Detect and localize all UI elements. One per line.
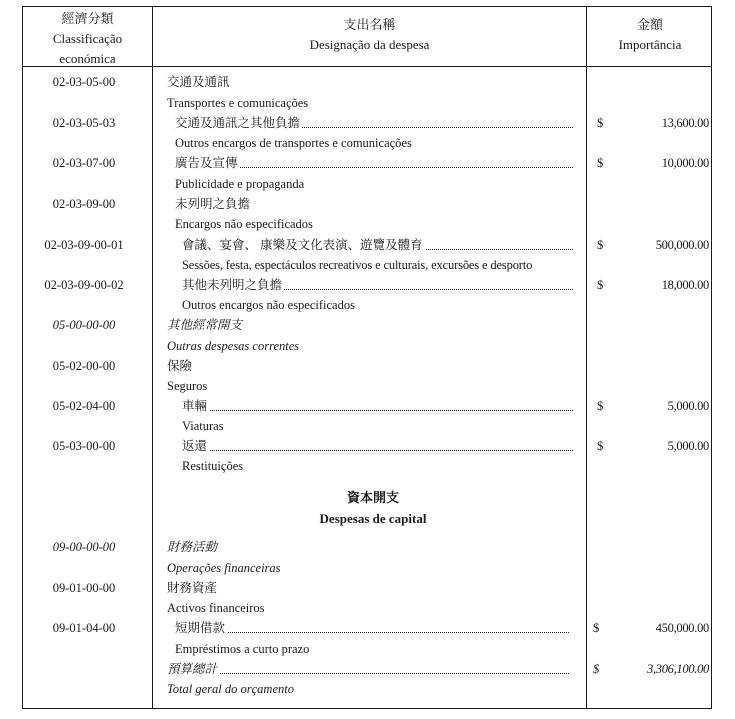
header-classification-pt-2: económica xyxy=(59,51,116,66)
row-desc-pt: Outros encargos de transportes e comunicações xyxy=(175,136,412,150)
currency-symbol: $ xyxy=(593,621,600,635)
column-divider xyxy=(586,7,587,708)
row-code: 05-00-00-00 xyxy=(52,318,116,332)
header-designation-zh: 支出名稱 xyxy=(343,17,396,32)
total-amount: 3,306,100.00 xyxy=(646,662,709,676)
currency-symbol: $ xyxy=(597,238,604,252)
row-code: 09-00-00-00 xyxy=(52,540,116,554)
currency-symbol: $ xyxy=(593,662,600,676)
header-classification xyxy=(23,9,152,69)
row-code: 02-03-05-03 xyxy=(52,116,116,130)
row-desc-pt: Outras despesas correntes xyxy=(167,339,300,353)
row-desc-pt: Operações financeiras xyxy=(167,561,281,575)
header-amount xyxy=(587,15,713,55)
budget-table xyxy=(22,6,712,709)
row-code: 05-03-00-00 xyxy=(52,439,116,453)
row-desc-zh: 交通及通訊 xyxy=(167,75,230,89)
row-code: 02-03-09-00 xyxy=(52,197,116,211)
total-label-pt: Total geral do orçamento xyxy=(167,682,294,696)
row-desc-zh: 保險 xyxy=(167,359,193,373)
currency-symbol: $ xyxy=(597,116,604,130)
row-amount: 5,000.00 xyxy=(667,399,709,413)
currency-symbol: $ xyxy=(597,278,604,292)
header-classification-zh: 經濟分類 xyxy=(61,11,114,26)
header-designation-pt: Designação da despesa xyxy=(309,37,430,52)
row-code: 02-03-09-00-01 xyxy=(44,238,124,252)
row-desc-zh: 短期借款 xyxy=(175,618,569,638)
header-designation xyxy=(153,15,586,55)
total-label-zh: 預算總計 xyxy=(167,659,569,679)
row-desc-pt: Seguros xyxy=(167,379,208,393)
row-desc-zh: 財務資產 xyxy=(167,581,218,595)
row-desc-pt: Empréstimos a curto prazo xyxy=(175,642,310,656)
row-amount: 10,000.00 xyxy=(661,156,709,170)
column-divider xyxy=(152,7,153,708)
header-amount-zh: 金額 xyxy=(636,17,663,32)
row-desc-pt: Activos financeiros xyxy=(167,601,265,615)
row-amount: 13,600.00 xyxy=(661,116,709,130)
row-desc-pt: Outros encargos não especificados xyxy=(182,298,355,312)
row-desc-zh: 財務活動 xyxy=(167,540,218,554)
row-desc-zh: 返還 xyxy=(182,436,573,456)
row-desc-pt: Viaturas xyxy=(182,419,224,433)
row-desc-zh: 會議、宴會、 康樂及文化表演、遊覽及體育 xyxy=(182,235,573,255)
row-amount: 500,000.00 xyxy=(655,238,709,252)
row-desc-pt: Sessões, festa, espectáculos recreativos e culturais, excursões e desporto xyxy=(182,258,533,272)
header-amount-pt: Importância xyxy=(618,37,682,52)
row-code: 09-01-00-00 xyxy=(52,581,116,595)
row-desc-zh: 其他未列明之負擔 xyxy=(182,275,573,295)
row-code: 02-03-09-00-02 xyxy=(44,278,124,292)
section-title-zh: 資本開支 xyxy=(346,490,399,505)
row-desc-zh: 車輛 xyxy=(182,396,573,416)
row-code: 09-01-04-00 xyxy=(52,621,116,635)
row-desc-pt: Publicidade e propaganda xyxy=(175,177,305,191)
row-desc-zh: 其他經常開支 xyxy=(167,318,243,332)
header-classification-pt-1: Classificação xyxy=(52,31,123,46)
row-desc-zh: 廣告及宣傳 xyxy=(175,153,573,173)
row-code: 05-02-04-00 xyxy=(52,399,116,413)
row-desc-zh: 未列明之負擔 xyxy=(175,197,251,211)
row-desc-pt: Encargos não especificados xyxy=(175,217,313,231)
row-desc-pt: Restituições xyxy=(182,459,244,473)
currency-symbol: $ xyxy=(597,439,604,453)
currency-symbol: $ xyxy=(597,399,604,413)
row-amount: 5,000.00 xyxy=(667,439,709,453)
section-title-pt: Despesas de capital xyxy=(319,511,427,526)
row-amount: 18,000.00 xyxy=(661,278,709,292)
row-desc-pt: Transportes e comunicações xyxy=(167,96,309,110)
currency-symbol: $ xyxy=(597,156,604,170)
row-code: 05-02-00-00 xyxy=(52,359,116,373)
row-code: 02-03-07-00 xyxy=(52,156,116,170)
row-desc-zh: 交通及通訊之其他負擔 xyxy=(175,113,573,133)
row-amount: 450,000.00 xyxy=(655,621,709,635)
row-code: 02-03-05-00 xyxy=(52,75,116,89)
